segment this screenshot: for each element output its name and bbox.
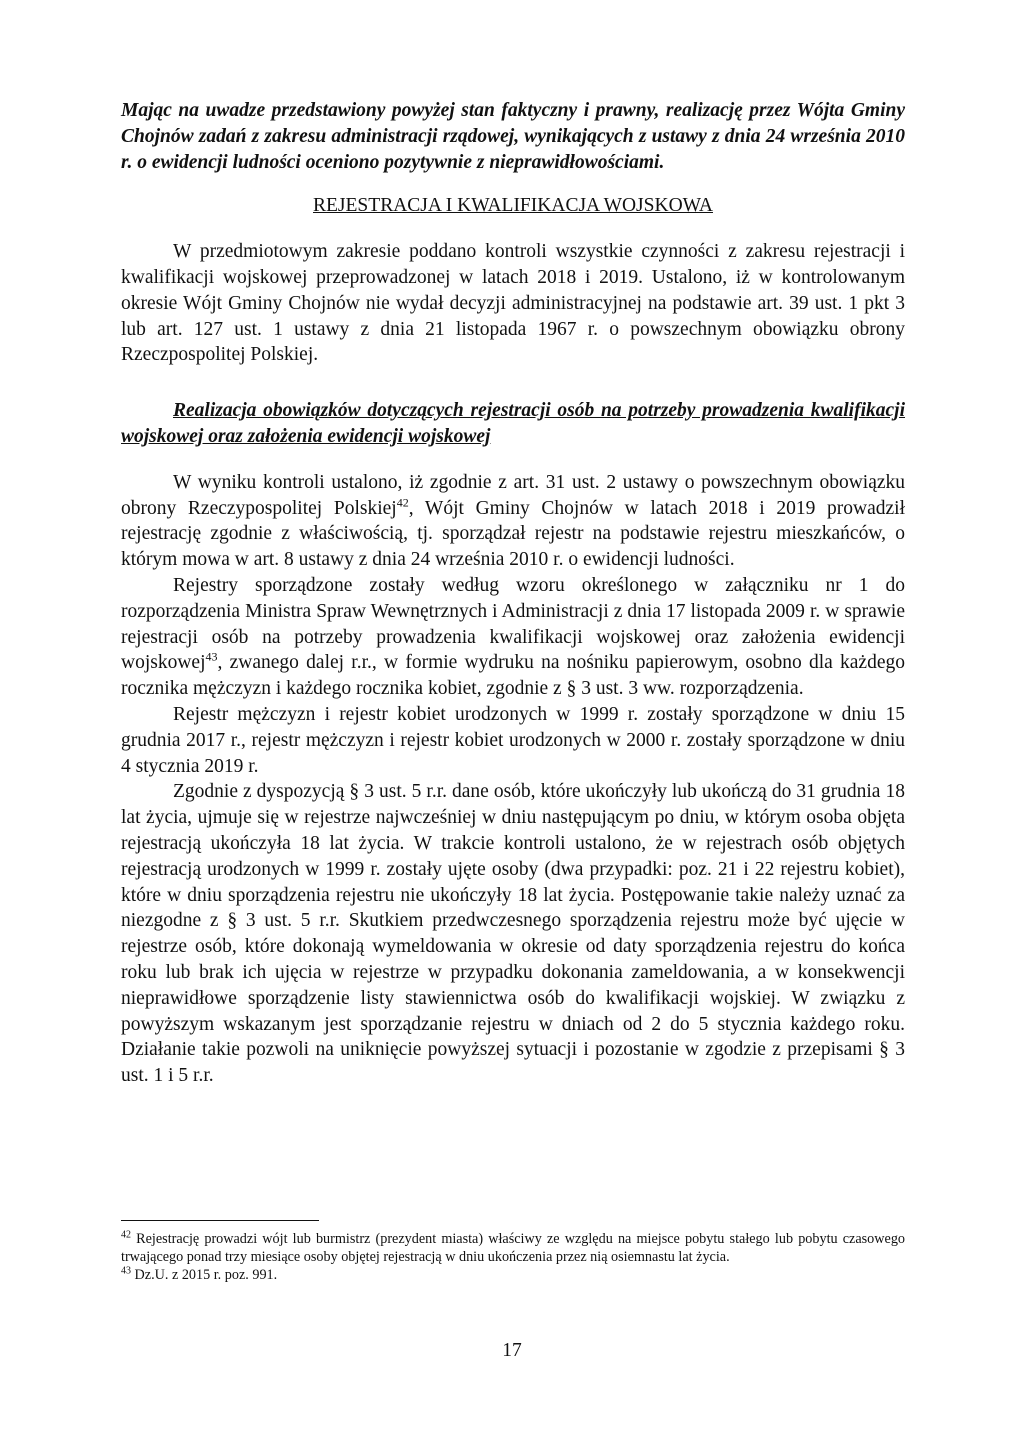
footnote-text: Rejestrację prowadzi wójt lub burmistrz (prezydent miasta) właściwy ze względu na miejsce pobytu stałego lub pobytu czasowego trwającego ponad trzy miesiące osoby objętej rejestracją w dniu ukończenia przez nią osiemnastu lat życia. [121, 1231, 906, 1265]
footnotes [121, 1220, 905, 1284]
footnote-text: Dz.U. z 2015 r. poz. 991. [134, 1266, 278, 1283]
lead-paragraph: Mając na uwadze przedstawiony powyżej stan faktyczny i prawny, realizację przez Wójta Gminy Chojnów zadań z zakresu administracji rządowej, wynikających z ustawy z dnia 24 września 2010 r. o ewidencji ludności oceniono pozytywnie z nieprawidłowościami. [121, 100, 905, 173]
paragraph-4: Zgodnie z dyspozycją § 3 ust. 5 r.r. dane osób, które ukończyły lub ukończą do 31 grudnia 18 lat życia, ujmuje się w rejestrze najwcześniej w dniu następującym po dniu, w którym osoba objęta rejestracją ukończyła 18 lat życia. W trakcie kontroli ustalono, że w rejestrach osób objętych rejestracją urodzonych w 1999 r. zostały ujęte osoby (dwa przypadki: poz. 21 i 22 rejestru kobiet), które w dniu sporządzenia rejestru nie ukończyły 18 lat życia. Postępowanie takie należy uznać za niezgodne z § 3 ust. 5 r.r. Skutkiem przedwczesnego sporządzenia rejestru może być ujęcie w rejestrze osób, które dokonają wymeldowania w okresie od daty sporządzenia rejestru do końca roku lub brak ich ujęcia w rejestrze w przypadku dokonania zameldowania, a w konsekwencji nieprawidłowe sporządzenie listy stawiennictwa osób do kwalifikacji wojskiej. W związku z powyższym wskazanym jest sporządzanie rejestru w dniach od 2 do 5 stycznia każdego roku. Działanie takie pozwoli na uniknięcie powyższej sytuacji i pozostanie w zgodzie z przepisami § 3 ust. 1 i 5 r.r. [121, 781, 905, 1087]
footnote-ref-42[interactable]: 42 [396, 495, 409, 510]
paragraph-2 [121, 573, 905, 702]
main-text [121, 98, 905, 1089]
paragraph-2-text-b: , zwanego dalej r.r., w formie wydruku na nośniku papierowym, osobno dla każdego rocznika mężczyzn i każdego rocznika kobiet, zgodnie z § 3 ust. 3 ww. rozporządzenia. [121, 652, 905, 700]
footnote-ref-43[interactable]: 43 [205, 649, 218, 664]
paragraph-1-text-b: , Wójt Gminy Chojnów w latach 2018 i 2019 prowadził rejestrację zgodnie z właściwością, tj. sporządzał rejestr na podstawie rejestru mieszkańców, o którym mowa w art. 8 ustawy z dnia 24 września 2010 r. o ewidencji ludności. [121, 497, 905, 571]
paragraph-1 [121, 470, 905, 573]
subheading: Realizacja obowiązków dotyczących rejestracji osób na potrzeby prowadzenia kwalifikacji wojskowej oraz założenia ewidencji wojskowej [121, 400, 905, 447]
footnote-number: 42 [121, 1229, 131, 1241]
paragraph-2-text-a: Rejestry sporządzone zostały według wzoru określonego w załączniku nr 1 do rozporządzenia Ministra Spraw Wewnętrznych i Administracji z dnia 17 listopada 2009 r. w sprawie rejestracji osób na potrzeby prowadzenia kwalifikacji wojskowej oraz założenia ewidencji wojskowej [121, 574, 905, 674]
paragraph-1-text-a: W wyniku kontroli ustalono, iż zgodnie z art. 31 ust. 2 ustawy o powszechnym obowiązku obrony Rzeczypospolitej Polskiej [121, 471, 905, 519]
footnote-number: 43 [121, 1264, 131, 1276]
footnote-42 [121, 1231, 905, 1267]
page-number: 17 [502, 1340, 522, 1361]
footnote-43 [121, 1264, 905, 1285]
section-heading: REJESTRACJA I KWALIFIKACJA WOJSKOWA [313, 195, 713, 217]
footnote-divider [121, 1220, 319, 1221]
intro-paragraph: W przedmiotowym zakresie poddano kontroli wszystkie czynności z zakresu rejestracji i kwalifikacji wojskowej przeprowadzonej w latach 2018 i 2019. Ustalono, iż w kontrolowanym okresie Wójt Gminy Chojnów nie wydał decyzji administracyjnej na podstawie art. 39 ust. 1 pkt 3 lub art. 127 ust. 1 ustawy z dnia 21 listopada 1967 r. o powszechnym obowiązku obrony Rzeczpospolitej Polskiej. [121, 241, 905, 366]
paragraph-3: Rejestr mężczyzn i rejestr kobiet urodzonych w 1999 r. zostały sporządzone w dniu 15 grudnia 2017 r., rejestr mężczyzn i rejestr kobiet urodzonych w 2000 r. zostały sporządzone w dniu 4 stycznia 2019 r. [121, 703, 905, 777]
